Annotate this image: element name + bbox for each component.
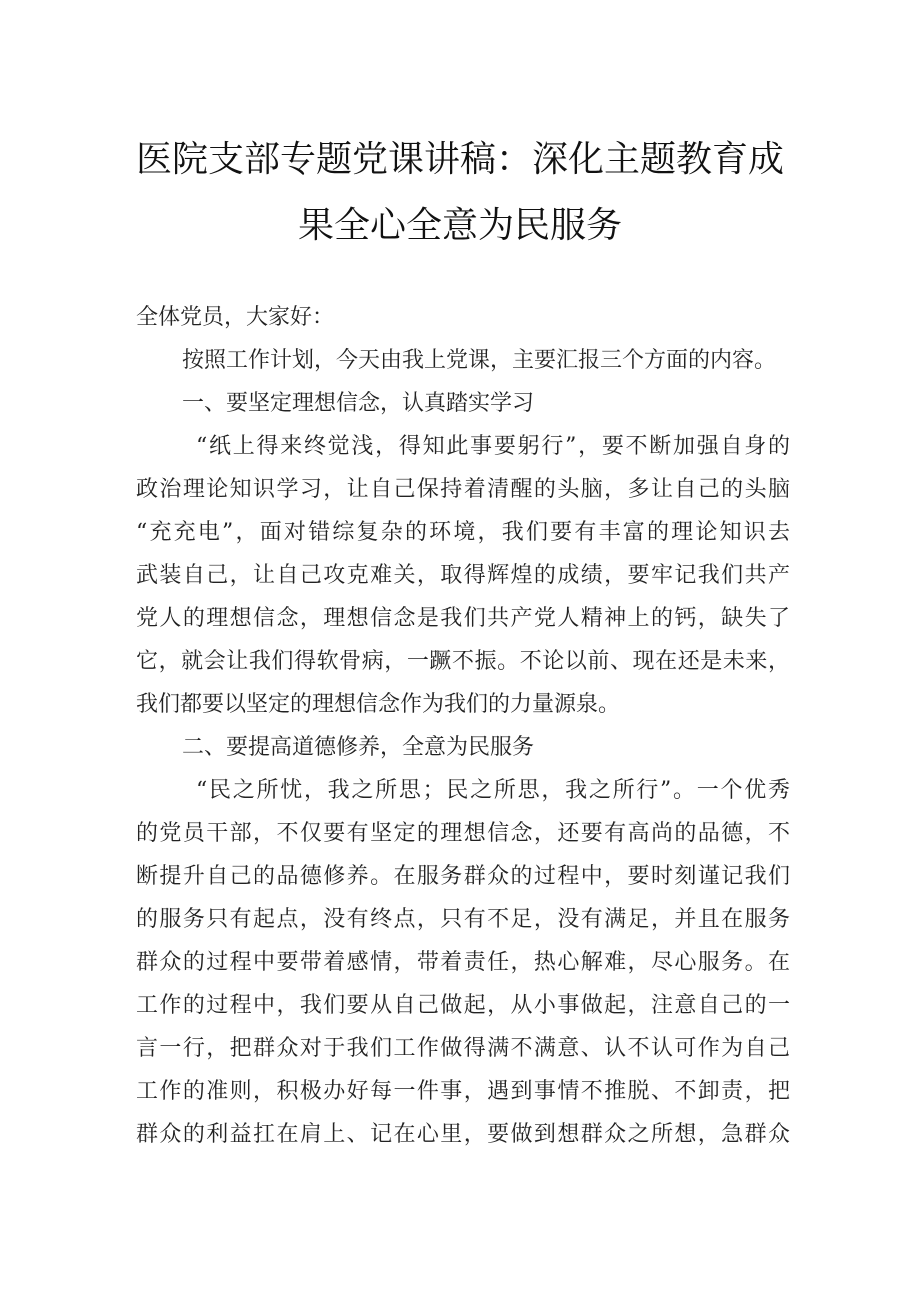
section-2-line: “民之所忧，我之所思；民之所思，我之所行”。一个优秀 <box>196 778 790 803</box>
document-title-line-2: 果全心全意为民服务 <box>297 205 622 246</box>
section-2-line: 言一行，把群众对于我们工作做得满不满意、认不认可作为自己 <box>136 1036 790 1061</box>
section-2-heading: 二、要提高道德修养，全意为民服务 <box>182 735 535 760</box>
section-1-line: 它，就会让我们得软骨病，一蹶不振。不论以前、现在还是未来， <box>136 649 790 674</box>
section-1-line: 武装自己，让自己攻克难关，取得辉煌的成绩，要牢记我们共产 <box>136 563 790 588</box>
section-2-line: 的服务只有起点，没有终点，只有不足，没有满足，并且在服务 <box>136 907 790 932</box>
intro-paragraph: 按照工作计划，今天由我上党课，主要汇报三个方面的内容。 <box>182 348 777 373</box>
section-2-line: 群众的过程中要带着感情，带着责任，热心解难，尽心服务。在 <box>136 950 790 975</box>
section-2-line: 断提升自己的品德修养。在服务群众的过程中，要时刻谨记我们 <box>136 864 790 889</box>
section-1-line: “充充电”，面对错综复杂的环境，我们要有丰富的理论知识去 <box>136 520 790 545</box>
section-1-line: 党人的理想信念，理想信念是我们共产党人精神上的钙，缺失了 <box>136 606 790 631</box>
section-2-line: 的党员干部，不仅要有坚定的理想信念，还要有高尚的品德，不 <box>136 821 790 846</box>
greeting: 全体党员，大家好： <box>136 305 335 330</box>
section-1-line: 政治理论知识学习，让自己保持着清醒的头脑，多让自己的头脑 <box>136 477 790 502</box>
section-2-line: 群众的利益扛在肩上、记在心里，要做到想群众之所想，急群众 <box>136 1122 790 1147</box>
section-2-line: 工作的准则，积极办好每一件事，遇到事情不推脱、不卸责，把 <box>136 1079 790 1104</box>
section-1-heading: 一、要坚定理想信念，认真踏实学习 <box>182 391 535 416</box>
section-2-line: 工作的过程中，我们要从自己做起，从小事做起，注意自己的一 <box>136 993 790 1018</box>
section-1-line: “纸上得来终觉浅，得知此事要躬行”，要不断加强自身的 <box>196 434 790 459</box>
section-1-line: 我们都要以坚定的理想信念作为我们的力量源泉。 <box>136 692 621 717</box>
document-title-line-1: 医院支部专题党课讲稿：深化主题教育成 <box>135 139 784 180</box>
